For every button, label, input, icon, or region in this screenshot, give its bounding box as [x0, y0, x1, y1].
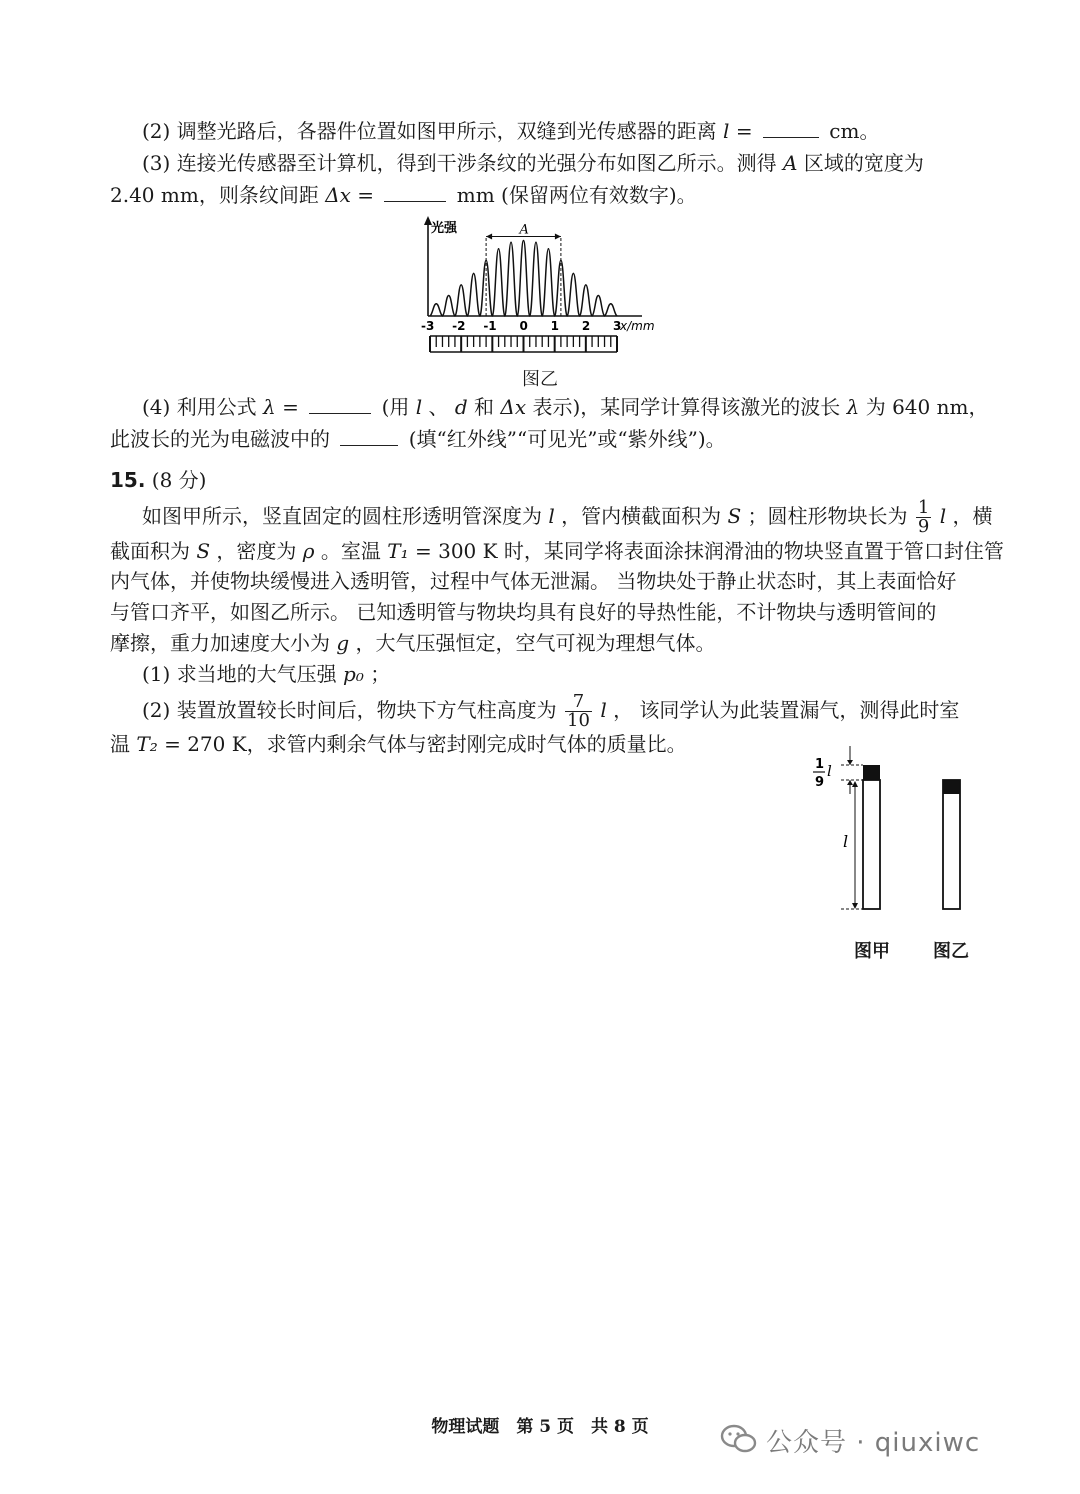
region-label: A [519, 222, 529, 238]
q14-part2: (2) 调整光路后，各器件位置如图甲所示，双缝到光传感器的距离 l = cm。 [142, 119, 880, 143]
arrow-block-down [847, 760, 853, 765]
region-arrow-right [555, 234, 561, 240]
x-tick-label: 3 [613, 319, 622, 333]
fraction-seven-tenths: $\frac{7}{10}$ [567, 691, 590, 731]
q15-sub2-line2: 温 T₂ = 270 K，求管内剩余气体与密封刚完成时气体的质量比。 [110, 732, 687, 756]
q14-part3-line2: 2.40 mm，则条纹间距 Δx = mm (保留两位有效数字)。 [110, 183, 697, 207]
answer-blank-dx[interactable] [384, 181, 446, 202]
fig-l-small: l [827, 762, 832, 780]
tube-yi-body [943, 780, 960, 909]
tube-jia [813, 746, 880, 909]
q14-part4: (4) 利用公式 λ = (用 l 、 d 和 Δx 表示)，某同学计算得该激光的波长 λ 为 640 nm， [142, 395, 989, 419]
tube-yi [943, 780, 960, 909]
x-tick-label: 2 [581, 319, 591, 333]
interference-intensity-chart [410, 212, 670, 362]
y-axis-label: 光强 [431, 221, 458, 236]
answer-blank-l[interactable] [763, 117, 819, 138]
fraction-one-ninth: $\frac{1}{9}$ [917, 497, 930, 537]
question-number: 15. [110, 468, 146, 492]
q15-header [110, 466, 206, 494]
watermark-text: 公众号 · qiuxiwc [766, 1428, 981, 1458]
fig-frac-numerator: 1 [815, 757, 825, 772]
tube-jia-body [863, 780, 880, 909]
peak-1 [436, 303, 437, 304]
peak-6 [498, 248, 499, 249]
q15-stem-line1: 如图甲所示，竖直固定的圆柱形透明管深度为 l ，管内横截面积为 S ；圆柱形物块长为 $\frac{1}{9}$ l ，横 [142, 497, 993, 537]
x-tick-label: 1 [550, 319, 560, 333]
peak-13 [585, 284, 586, 285]
arrow-tube-up [852, 781, 858, 787]
peak-3 [461, 284, 462, 285]
peak-8 [523, 240, 524, 241]
figure-caption-yi: 图乙 [522, 369, 558, 390]
fig-l-label: l [843, 832, 849, 851]
figure-caption-yi-tube: 图乙 [933, 941, 969, 962]
peak-10 [548, 248, 549, 249]
peak-7 [510, 242, 511, 243]
peak-15 [610, 303, 611, 304]
peak-4 [473, 273, 474, 274]
answer-blank-wave-type[interactable] [340, 425, 398, 446]
q15-sub2: (2) 装置放置较长时间后，物块下方气柱高度为 $\frac{7}{10}$ l ， 该同学认为此装置漏气，测得此时室 [142, 691, 960, 731]
q15-stem-line5: 摩擦，重力加速度大小为 g ，大气压强恒定，空气可视为理想气体。 [110, 631, 716, 655]
x-axis-label: x/mm [620, 319, 655, 333]
q14-part3: (3) 连接光传感器至计算机，得到干涉条纹的光强分布如图乙所示。测得 A 区域的宽度为 [142, 151, 924, 175]
x-tick-label: -1 [483, 319, 497, 333]
intensity-curve [430, 241, 617, 316]
q15-stem-line2: 截面积为 S ，密度为 ρ 。室温 T₁ = 300 K 时，某同学将表面涂抹润滑油的物块竖直置于管口封住管 [110, 539, 1004, 563]
figure-caption-jia: 图甲 [854, 941, 890, 962]
arrow-tube-down [852, 903, 858, 909]
answer-blank-lambda[interactable] [309, 393, 371, 414]
q14-part4-line2: 此波长的光为电磁波中的 (填“红外线”“可见光”或“紫外线”)。 [110, 427, 726, 451]
peak-12 [573, 273, 574, 274]
peak-2 [448, 295, 449, 296]
x-tick-label: -2 [452, 319, 466, 333]
wechat-icon [720, 1424, 758, 1454]
region-arrow-left [486, 234, 492, 240]
block-yi [943, 780, 960, 794]
page-footer: 物理试题 第 5 页 共 8 页 [431, 1417, 649, 1437]
block-jia [863, 765, 880, 780]
peak-14 [598, 295, 599, 296]
x-tick-label: -3 [421, 319, 435, 333]
x-tick-label: 0 [519, 319, 528, 333]
question-score: (8 分) [151, 468, 207, 492]
q15-stem-line3: 内气体，并使物块缓慢进入透明管，过程中气体无泄漏。 当物块处于静止状态时，其上表面恰好 [110, 569, 957, 593]
q15-stem-line4: 与管口齐平，如图乙所示。 已知透明管与物块均具有良好的导热性能，不计物块与透明管间的 [110, 600, 937, 624]
fig-frac-denominator: 9 [815, 775, 825, 790]
peak-9 [535, 242, 536, 243]
q15-sub1: (1) 求当地的大气压强 p₀ ； [142, 662, 391, 686]
arrow-block-up [847, 780, 853, 785]
